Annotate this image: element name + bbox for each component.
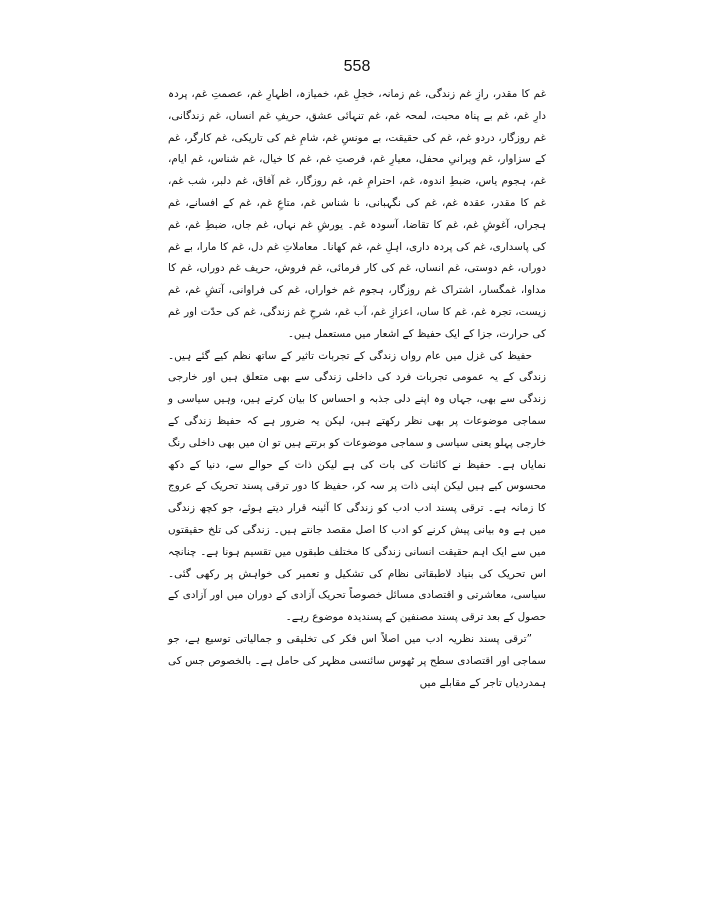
paragraph-progressive-quote: ”ترقی پسند نظریہ ادب میں اصلاً اس فکر کی تخلیقی و جمالیاتی توسیع ہے، جو سماجی اور اقتصادی سطح پر ٹھوس سائنسی مظہر کی حامل ہے۔ بالخصوص جس کی ہمدردیاں تاجر کے مقابلے میں	[168, 632, 546, 689]
page-number: 558	[343, 58, 371, 75]
page-body	[168, 84, 546, 694]
paragraph-ghazal-terms: غم کا مقدر، رازِ غم زندگی، غم زمانہ، خجلِ غم، خمیازہ، اظہارِ غم، عصمتِ غم، پردہ دارِ غم، غم بے پناہ محبت، لمحہ غم، غم تنہائی عشق، حریفِ غم انساں، غم زندگانی، غم روزگار، دردو غم، غم کی حقیقت، بے مونسِ غم، شامِ غم کی تاریکی، غم کارگر، غم کے سزاوار، غم ویرانیِ محفل، معیارِ غم، فرصتِ غم، غم کا خیال، غم شناس، غم ایام، غم، ہجوم یاس، ضبطِ اندوہ، غم، احترامِ غم، غم روزگار، غم آفاق، غم دلبر، شب غم، غم کا مقدر، عقدہ غم، غم کی نگہبانی، نا شناس غم، متاعِ غم، غم کے افسانے، غم ہجراں، آغوشِ غم، غم کا تقاضا، آسودہ غم۔ یورشِ غم نہاں، غم جاں، ضبطِ غم، غم کی پاسداری، غم کی پردہ داری، اہلِ غم، غم کھانا۔ معاملاتِ غم دل، غم کا مارا، بے غم دوراں، غم دوستی، غم انساں، غم کی کار فرمائی، غم فروش، حریف غم دوراں، غم کا مداوا، غمگسار، اشتراک غم روزگار، ہجوم غم خواراں، غم کی فراوانی، آتشِ غم، غم زیست، تجرہ غم، غم کا ساں، اعزازِ غم، آب غم، شرحِ غم زندگی، غم کی حدّت اور غم کی حرارت، جزا کے ایک حفیظ کے اشعار میں مستعمل ہیں۔	[168, 88, 546, 340]
paragraph-hafeez-ghazal: حفیظ کی غزل میں عام رواں زندگی کے تجربات تاثیر کے ساتھ نظم کیے گئے ہیں۔ زندگی کے یہ عمومی تجربات فرد کی داخلی زندگی سے بھی متعلق ہیں اور خارجی زندگی سے بھی، جہاں وہ اپنے دلی جذبہ و احساس کا بیان کرتے ہیں، وہیں سیاسی و سماجی موضوعات پر بھی نظر رکھتے ہیں، لیکن یہ ضرور ہے کہ حفیظ زندگی کے خارجی پہلو یعنی سیاسی و سماجی موضوعات کو برتتے ہیں تو ان میں بھی داخلی رنگ نمایاں ہے۔ حفیظ نے کائنات کی بات کی ہے لیکن ذات کے حوالے سے، دنیا کے دکھ محسوس کیے ہیں لیکن اپنی ذات پر سہ کر، حفیظ کا دور ترقی پسند تحریک کے عروج کا زمانہ ہے۔ ترقی پسند ادب ادب کو زندگی کا آئینہ قرار دیتے ہوئے، جو کچھ زندگی میں ہے وہ بیانی پیش کرنے کو ادب کا اصل مقصد جانتے ہیں۔ زندگی کی تلخ حقیقتوں میں سے ایک اہم حقیقت انسانی زندگی کا مختلف طبقوں میں تقسیم ہونا ہے۔ چنانچہ اس تحریک کی بنیاد لاطبقاتی نظام کی تشکیل و تعمیر کی خواہش پر رکھی گئی۔ سیاسی، معاشرتی و اقتصادی مسائل خصوصاً تحریک آزادی کے دوران میں اور آزادی کے حصول کے بعد ترقی پسند مصنفین کے پسندیدہ موضوع رہے۔	[168, 349, 546, 624]
